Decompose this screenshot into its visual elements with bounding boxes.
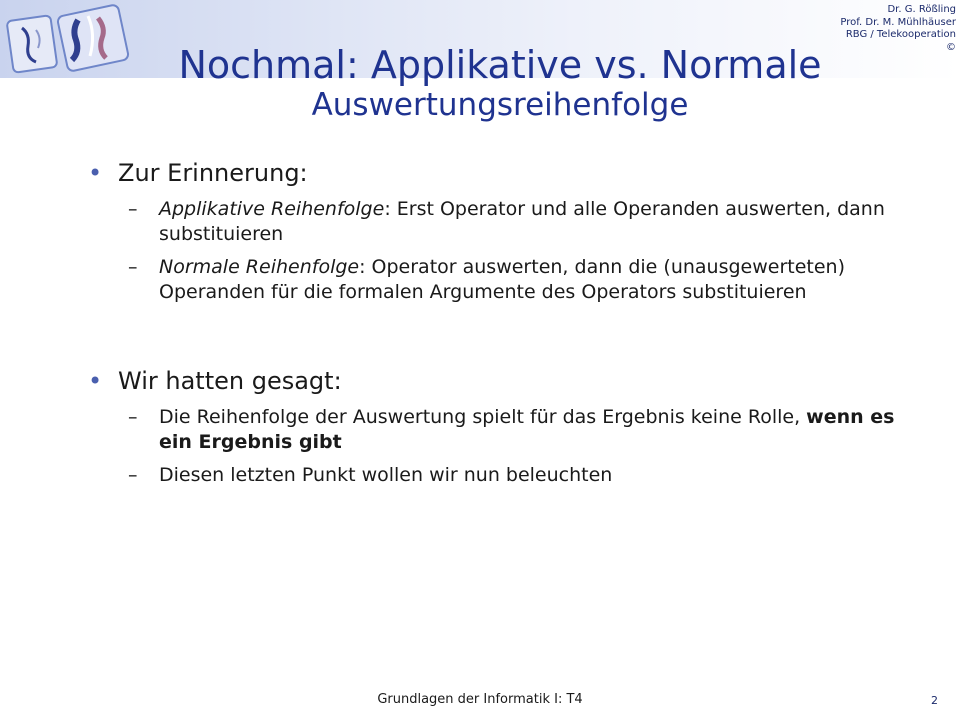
sub-item-normale [128,255,908,304]
slide-content [88,158,908,488]
term-applikative: Applikative Reihenfolge [159,198,385,220]
author-line-2: Prof. Dr. M. Mühlhäuser [840,16,956,28]
statement-emphasis: wenn es ein Ergebnis gibt [159,406,895,453]
dash-icon: – [128,256,138,278]
bullet-dot-icon: • [88,367,103,395]
faces-logo-icon [6,4,134,76]
sub-item-text [159,405,908,454]
footer-course: Grundlagen der Informatik I: T4 [377,692,583,707]
spacer [88,304,908,366]
slide-title [150,44,850,124]
definition-applikative: : Erst Operator und alle Operanden auswerten, dann substituieren [159,198,885,245]
dash-icon: – [128,464,138,486]
copyright-symbol: © [946,41,956,53]
author-credits [840,4,956,54]
author-line-1: Dr. G. Rößling [887,4,956,15]
title-line-1: Nochmal: Applikative vs. Normale [178,43,822,87]
title-line-2: Auswertungsreihenfolge [311,87,689,123]
sub-item-text [159,197,908,246]
sub-item-beleuchten [128,463,908,488]
bullet-text: Zur Erinnerung: [118,159,308,187]
definition-normale: : Operator auswerten, dann die (unausgewerteten) Operanden für die formalen Argumente des Operators substituieren [159,256,846,303]
author-line-3: RBG / Telekooperation [845,29,956,40]
dash-icon: – [128,406,138,428]
sub-item-reihenfolge [128,405,908,454]
sub-item-text: Diesen letzten Punkt wollen wir nun beleuchten [159,464,613,486]
dash-icon: – [128,198,138,220]
bullet-text: Wir hatten gesagt: [118,367,342,395]
bullet-zur-erinnerung [88,158,908,188]
bullet-wir-hatten-gesagt [88,366,908,396]
bullet-dot-icon: • [88,159,103,187]
page-number: 2 [931,694,938,707]
sub-item-text [159,255,908,304]
statement-text: Die Reihenfolge der Auswertung spielt für das Ergebnis keine Rolle, [159,406,807,428]
sub-item-applikative [128,197,908,246]
term-normale: Normale Reihenfolge [159,256,360,278]
